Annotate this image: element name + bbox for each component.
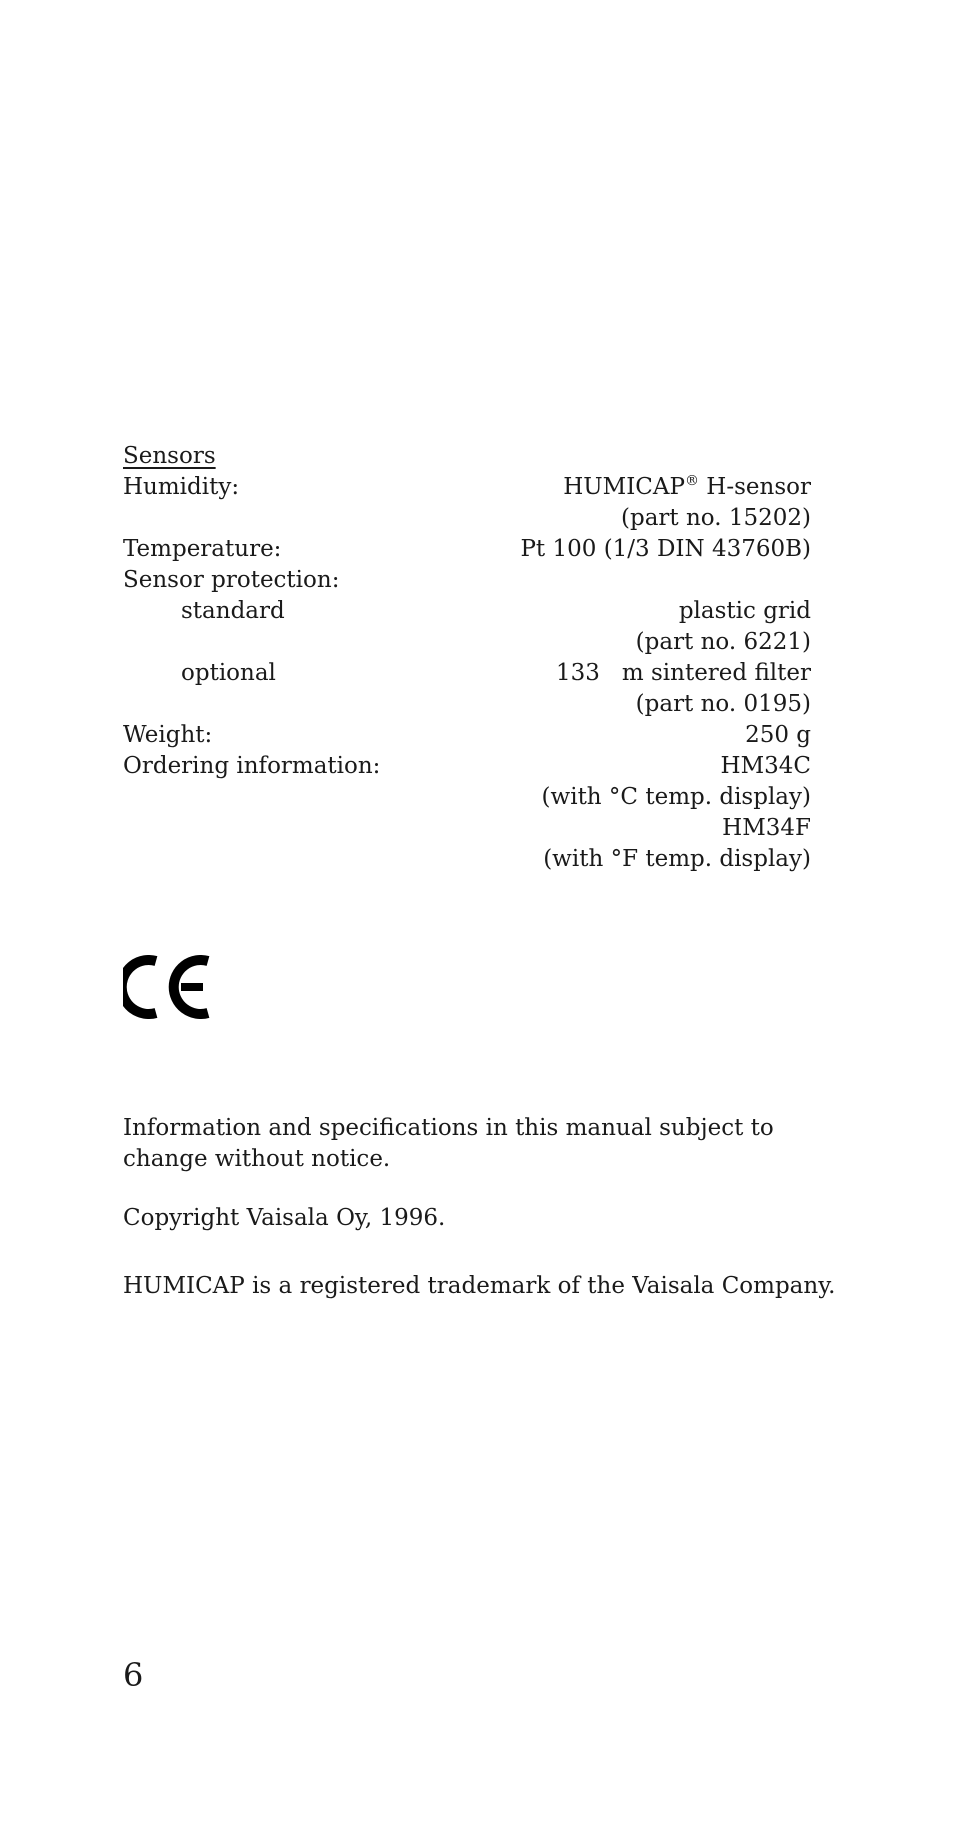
humidity-part-number: (part no. 15202) xyxy=(621,505,811,531)
spec-row-humidity xyxy=(123,472,811,503)
spec-row-ordering-f xyxy=(123,813,811,844)
ordering-model-f: HM34F xyxy=(722,815,811,841)
spec-row-standard xyxy=(123,596,811,627)
standard-part-number: (part no. 6221) xyxy=(635,629,811,655)
humidity-label: Humidity: xyxy=(123,474,240,500)
page-number: 6 xyxy=(123,1656,144,1694)
disclaimer-text: Information and specifications in this manual subject to change without notice. xyxy=(123,1115,774,1172)
spec-row-standard-part xyxy=(123,627,811,658)
spec-row-ordering-c-desc xyxy=(123,782,811,813)
spec-row-ordering xyxy=(123,751,811,782)
humidity-value-brand: HUMICAP xyxy=(563,474,685,500)
ordering-model-f-description: (with °F temp. display) xyxy=(543,846,811,872)
spec-row-temperature xyxy=(123,534,811,565)
standard-value: plastic grid xyxy=(678,598,811,624)
spec-row-optional xyxy=(123,658,811,689)
spec-row-humidity-part xyxy=(123,503,811,534)
weight-value: 250 g xyxy=(745,722,811,748)
ordering-model-c-description: (with °C temp. display) xyxy=(541,784,811,810)
copyright-text: Copyright Vaisala Oy, 1996. xyxy=(123,1205,446,1231)
spec-row-protection xyxy=(123,565,811,596)
spec-row-ordering-f-desc xyxy=(123,844,811,875)
optional-label: optional xyxy=(181,660,276,686)
ordering-label: Ordering information: xyxy=(123,753,381,779)
ordering-model-c: HM34C xyxy=(720,753,811,779)
weight-label: Weight: xyxy=(123,722,213,748)
ce-mark-icon xyxy=(123,955,213,1019)
humidity-value-type: H-sensor xyxy=(698,474,811,500)
optional-part-number: (part no. 0195) xyxy=(635,691,811,717)
trademark-text: HUMICAP is a registered trademark of the Vaisala Company. xyxy=(123,1273,836,1299)
temperature-label: Temperature: xyxy=(123,536,282,562)
sensor-protection-label: Sensor protection: xyxy=(123,567,340,593)
specifications-table xyxy=(123,472,811,875)
spec-row-weight xyxy=(123,720,811,751)
optional-value: 133 m sintered filter xyxy=(556,660,811,686)
temperature-value: Pt 100 (1/3 DIN 43760B) xyxy=(520,536,811,562)
registered-mark: ® xyxy=(684,473,699,489)
standard-label: standard xyxy=(181,598,285,624)
humidity-value xyxy=(563,472,811,503)
section-title: Sensors xyxy=(123,443,216,469)
spec-row-optional-part xyxy=(123,689,811,720)
